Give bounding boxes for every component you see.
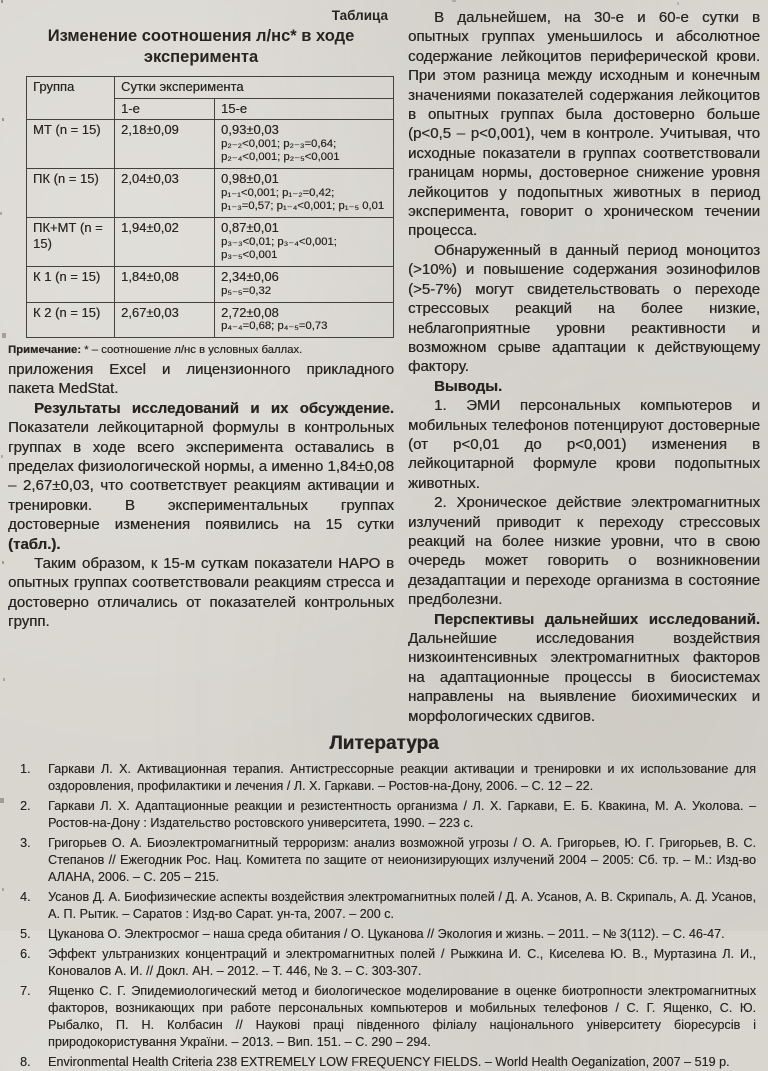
footnote-text: * – соотношение л/нс в условных баллах. (80, 343, 303, 356)
value: 2,34±0,06 (221, 269, 279, 285)
results-text: Показатели лейкоцитарной формулы в контрольных группах в ходе всего эксперимента оставались в пределах физиологической нормы, а именно 1,84±0,08 – 2,67±0,03, что соответствует реакциям активации и тренировки. В экспериментальных группах достоверные изменения появились на 15 сутки (8, 419, 394, 534)
cell-day1: 1,94±0,02 (115, 218, 215, 267)
reference-item (20, 889, 756, 923)
cell-day15 (215, 302, 394, 337)
reference-item (20, 926, 756, 943)
cell-group: ПК+МТ (n = 15) (27, 218, 115, 267)
p-values: p₅₋₅=0,32 (221, 284, 271, 297)
cell-day15 (215, 267, 394, 302)
cell-day1: 2,18±0,09 (115, 120, 215, 169)
perspectives-heading: Перспективы дальнейших исследований. (434, 610, 760, 628)
footnote-label: Примечание: (8, 343, 81, 356)
p-values: p₁₋₁<0,001; p₁₋₂=0,42; (221, 186, 335, 199)
reference-number: 8. (20, 1055, 31, 1070)
reference-number: 4. (20, 890, 31, 905)
reference-text: Ященко С. Г. Эпидемиологический метод и биологическое моделирование в оценке биотропности электромагнитных факторов, возникающих при работе персональных компьютеров и мобильных телефонов / С. Г. Ященко, С. Ю. Рыбалко, П. Н. Колбасин // Наукові праці південного філіалу національного університету біоресурсів і природокористування України. – 2013. – Вип. 151. – С. 290 – 294. (48, 984, 756, 1050)
cell-group: ПК (n = 15) (27, 169, 115, 218)
paragraph-results (8, 399, 394, 554)
table-title: Изменение соотношения л/нс* в ходе эксперимента (47, 27, 355, 66)
left-column (8, 8, 394, 726)
reference-item (20, 798, 756, 832)
paragraph-perspectives (408, 610, 760, 726)
table-caption-label: Таблица (331, 8, 388, 23)
value: 0,98±0,01 (221, 171, 279, 187)
reference-text: Усанов Д. А. Биофизические аспекты воздействия электромагнитных полей / Д. А. Усанов, А. В. Скрипаль, А. Д. Усанов, А. П. Рытик. – Саратов : Изд-во Сарат. ун-та, 2007. – 200 с. (48, 890, 756, 922)
p-values: p₂₋₄<0,001; p₂₋₅<0,001 (221, 151, 340, 164)
table-row (27, 267, 394, 302)
results-heading: Результаты исследований и их обсуждение. (34, 399, 394, 417)
reference-item (20, 761, 756, 795)
reference-number: 5. (20, 927, 31, 942)
paragraph-leukocytes: В дальнейшем, на 30-е и 60-е сутки в опытных группах уменьшилось и абсолютное содержание лейкоцитов периферической крови. При этом разница между исходным и конечным значениями показателей содержания лейкоцитов в опытных группах была достоверно больше (p<0,5 – p<0,001), чем в контроле. Учитывая, что исходные показатели в группах соответствовали границам нормы, достоверное снижение уровня лейкоцитов у подопытных животных в период эксперимента, говорит о хроническом течении процесса. (408, 9, 760, 240)
header-group: Группа (27, 77, 115, 120)
cell-day1: 1,84±0,08 (115, 267, 215, 302)
table-row (27, 169, 394, 218)
experiment-table (26, 76, 394, 338)
cell-group: МТ (n = 15) (27, 120, 115, 169)
right-column (408, 8, 760, 726)
table-row (27, 218, 394, 267)
paragraph-monocytosis: Обнаруженный в данный период моноцитоз (>10%) и повышение содержания эозинофилов (>5-7%) могут свидетельствовать о переходе стрессовых реакций на более низкие, неблагоприятные уровни реактивности и возможном срыве адаптации к действующему фактору. (408, 241, 760, 376)
table-header-row (27, 77, 394, 99)
cell-group: К 2 (n = 15) (27, 302, 115, 337)
cell-day1: 2,67±0,03 (115, 302, 215, 337)
cell-day15 (215, 169, 394, 218)
p-values: p₁₋₃=0,57; p₁₋₄<0,001; p₁₋₅ 0,01 (221, 200, 385, 213)
reference-item (20, 1054, 756, 1071)
reference-item (20, 983, 756, 1051)
table-row (27, 302, 394, 337)
header-days: Сутки эксперимента (115, 77, 394, 99)
cell-group: К 1 (n = 15) (27, 267, 115, 302)
p-values: p₄₋₄=0,68; p₄₋₅=0,73 (221, 320, 328, 333)
reference-number: 3. (20, 836, 31, 851)
paragraph-continuation: приложения Excel и лицензионного прикладного пакета MedStat. (8, 360, 394, 398)
reference-text: Гаркави Л. Х. Активационная терапия. Антистрессорные реакции активации и тренировки и их использование для оздоровления, профилактики и лечения / Л. Х. Гаркави. – Ростов-на-Дону, 2006. – С. 12 – 22. (48, 762, 756, 794)
conclusion-2: 2. Хроническое действие электромагнитных излучений приводит к переходу стрессовых реакций на более низкие уровни, что в свою очередь может говорить о возникновении дезадаптации и переходе организма в состояние предболезни. (408, 494, 760, 609)
perspectives-text: Дальнейшие исследования воздействия низкоинтенсивных электромагнитных факторов на адаптационные процессы в биосистемах направлены на выявление биохимических и морфологических сдвигов. (408, 630, 760, 725)
conclusion-1: 1. ЭМИ персональных компьютеров и мобильных телефонов потенцируют достоверные (от p<0,01 до p<0,001) изменения в лейкоцитарной формуле крови подопытных животных. (408, 397, 760, 492)
reference-text: Эффект ультранизких концентраций и электромагнитных полей / Рыжкина И. С., Киселева Ю. В., Муртазина Л. И., Коновалов А. И. // Докл. АН. – 2012. – Т. 446, № 3. – С. 303-307. (48, 947, 756, 979)
conclusions-heading: Выводы. (434, 377, 503, 395)
cell-day15 (215, 218, 394, 267)
table-footnote (8, 343, 394, 357)
reference-text: Гаркави Л. Х. Адаптационные реакции и резистентность организма / Л. Х. Гаркави, Е. Б. Квакина, М. А. Уколова. – Ростов-на-Дону : Издательство ростовского университета, 1990. – 223 с. (48, 799, 756, 831)
table-row (27, 120, 394, 169)
literature-heading: Литература (329, 733, 439, 755)
table-reference: (табл.). (8, 535, 61, 553)
p-values: p₂₋₂<0,001; p₂₋₃=0,64; (221, 137, 337, 150)
cell-day15 (215, 120, 394, 169)
value: 0,93±0,03 (221, 122, 279, 137)
reference-number: 7. (20, 984, 31, 999)
reference-list (8, 761, 760, 1071)
reference-number: 1. (20, 762, 31, 777)
header-day1: 1-е (115, 98, 215, 120)
scan-artifacts (1, 0, 3, 3)
reference-text: Григорьев О. А. Биоэлектромагнитный терроризм: анализ возможной угрозы / О. А. Григорьев, Ю. Г. Григорьев, В. С. Степанов // Ежегодник Рос. Нац. Комитета по защите от неионизирующих излучений 2004 – 2005: Сб. тр. – М.: Изд-во АЛАНА, 2006. – С. 205 – 215. (48, 836, 756, 885)
p-values: p₃₋₃<0,01; p₃₋₄<0,001; p₃₋₅<0,001 (221, 235, 337, 262)
value: 2,72±0,08 (221, 304, 279, 320)
reference-item (20, 835, 756, 886)
reference-number: 6. (20, 947, 31, 962)
reference-item (20, 946, 756, 980)
reference-text: Environmental Health Criteria 238 EXTREMELY LOW FREQUENCY FIELDS. – World Health Oeganization, 2007 – 519 p. (48, 1055, 730, 1070)
cell-day1: 2,04±0,03 (115, 169, 215, 218)
value: 0,87±0,01 (221, 220, 279, 236)
paragraph-thus: Таким образом, к 15-м суткам показатели НАРО в опытных группах соответствовали реакциям стресса и достоверно отличались от показателей контрольных групп. (8, 554, 394, 631)
two-column-body (8, 8, 760, 726)
reference-text: Цуканова О. Электросмог – наша среда обитания / О. Цуканова // Экология и жизнь. – 2011. – № 3(112). – С. 46-47. (48, 927, 725, 942)
reference-number: 2. (20, 799, 31, 814)
header-day15: 15-е (215, 98, 394, 120)
